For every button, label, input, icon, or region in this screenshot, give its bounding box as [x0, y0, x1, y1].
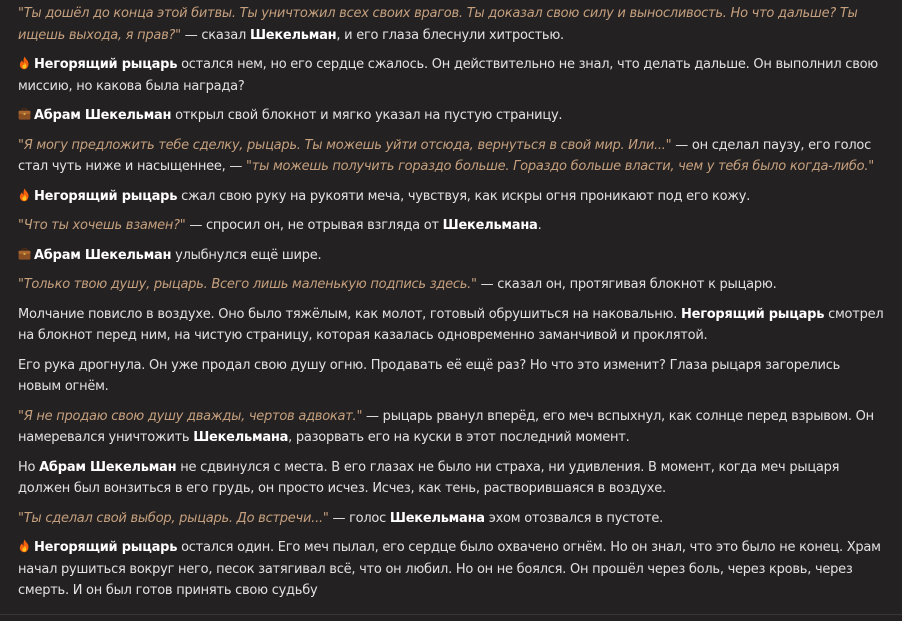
message-paragraph [18, 508, 886, 530]
quoted-speech: "Ты дошёл до конца этой битвы. Ты уничтожил всех своих врагов. Ты доказал свою силу и выносливость. Но что дальше? Ты ищешь выхода, я прав?" [18, 6, 858, 43]
character-name: Шекельман [249, 27, 337, 43]
narration-text: открыл свой блокнот и мягко указал на пустую страницу. [171, 108, 563, 123]
narration-text: Но [18, 459, 40, 475]
message-paragraph [18, 304, 886, 347]
character-name: Шекельмана [389, 510, 485, 526]
narration-text: . [537, 218, 542, 233]
narration-text: не сдвинулся с места. В его глазах не было ни страха, ни удивления. В момент, когда меч рыцаря должен был вонзиться в его грудь, он просто исчез. Исчез, как тень, растворившаяся в воздухе. [18, 459, 840, 496]
narration-text: , и его глаза блеснули хитростью. [336, 27, 564, 43]
message-paragraph [18, 186, 886, 208]
message-paragraph [18, 135, 886, 178]
narration-text: остался нем, но его сердце сжалось. Он действительно не знал, что делать дальше. Он выполнил свою миссию, но какова была награда? [18, 57, 879, 94]
message-paragraph [18, 215, 886, 237]
message-paragraph [18, 245, 886, 267]
message-paragraph [18, 3, 886, 46]
message-paragraph [18, 406, 886, 449]
narration-text: остался один. Его меч пылал, его сердце было охвачено огнём. Но он знал, что это было не конец. Храм начал рушиться вокруг него, песок затягивал всё, что он любил. Но он не боялся. Он прошёл через боль, через кровь, через смерть. И он был готов принять свою судьбу [18, 540, 881, 598]
message-paragraph [18, 457, 886, 500]
character-name: Негорящий рыцарь [34, 540, 178, 555]
quoted-speech: "Я могу предложить тебе сделку, рыцарь. Ты можешь уйти отсюда, вернуться в свой мир. Или..." [18, 137, 672, 153]
quoted-speech: "Ты сделал свой выбор, рыцарь. До встречи..." [18, 510, 329, 526]
narration-text: — спросил он, не отрывая взгляда от [185, 218, 443, 233]
character-name: Негорящий рыцарь [681, 306, 825, 322]
narration-text: улыбнулся ещё шире. [171, 247, 322, 263]
message-paragraph [18, 54, 886, 97]
quoted-speech: "Я не продаю свою душу дважды, чертов адвокат." [18, 408, 363, 424]
narration-text: Его рука дрогнула. Он уже продал свою душу огню. Продавать её ещё раз? Но что это изменит? Глаза рыцаря загорелись новым огнём. [18, 357, 841, 394]
narration-text: — сказал он, протягивая блокнот к рыцарю. [476, 277, 777, 292]
character-name: Абрам Шекельман [34, 247, 172, 263]
narration-text: эхом отозвался в пустоте. [484, 510, 663, 526]
character-name: Шекельмана [442, 218, 538, 233]
narration-text: — голос [328, 510, 390, 526]
quoted-speech: "Что ты хочешь взамен?" [18, 218, 186, 233]
narration-text: , разорвать его на куски в этот последний момент. [288, 430, 630, 445]
narration-text: Молчание повисло в воздухе. Оно было тяжёлым, как молот, готовый обрушиться на наковальню. [18, 306, 682, 322]
quoted-speech: "ты можешь получить гораздо больше. Гораздо больше власти, чем у тебя было когда-либо." [246, 159, 874, 174]
narration-text: сжал свою руку на рукояти меча, чувствуя, как искры огня проникают под его кожу. [177, 188, 751, 204]
quoted-speech: "Только твою душу, рыцарь. Всего лишь маленькую подпись здесь." [18, 277, 477, 292]
character-name: Негорящий рыцарь [34, 57, 178, 72]
character-name: Абрам Шекельман [39, 459, 177, 475]
briefcase-icon [18, 107, 31, 121]
briefcase-icon [18, 247, 31, 261]
character-name: Абрам Шекельман [34, 108, 172, 123]
message-paragraph [18, 537, 886, 602]
character-name: Шекельмана [193, 430, 289, 445]
narration-text: — сказал [180, 27, 250, 43]
message-paragraph [18, 105, 886, 127]
message-paragraph [18, 274, 886, 296]
divider [0, 614, 902, 615]
fire-icon [18, 56, 31, 70]
message-paragraph [18, 355, 886, 398]
narration-text: — рыцарь рванул вперёд, его меч вспыхнул, как солнце перед взрывом. Он намеревался уничтожить [18, 408, 874, 445]
character-name: Негорящий рыцарь [34, 188, 178, 204]
narration-text: — он сделал паузу, его голос стал чуть ниже и насыщеннее, — [18, 137, 871, 174]
fire-icon [18, 188, 31, 202]
narration-text: смотрел на блокнот перед ним, на чистую страницу, которая казалась одновременно заманчивой и проклятой. [18, 306, 884, 343]
fire-icon [18, 539, 31, 553]
